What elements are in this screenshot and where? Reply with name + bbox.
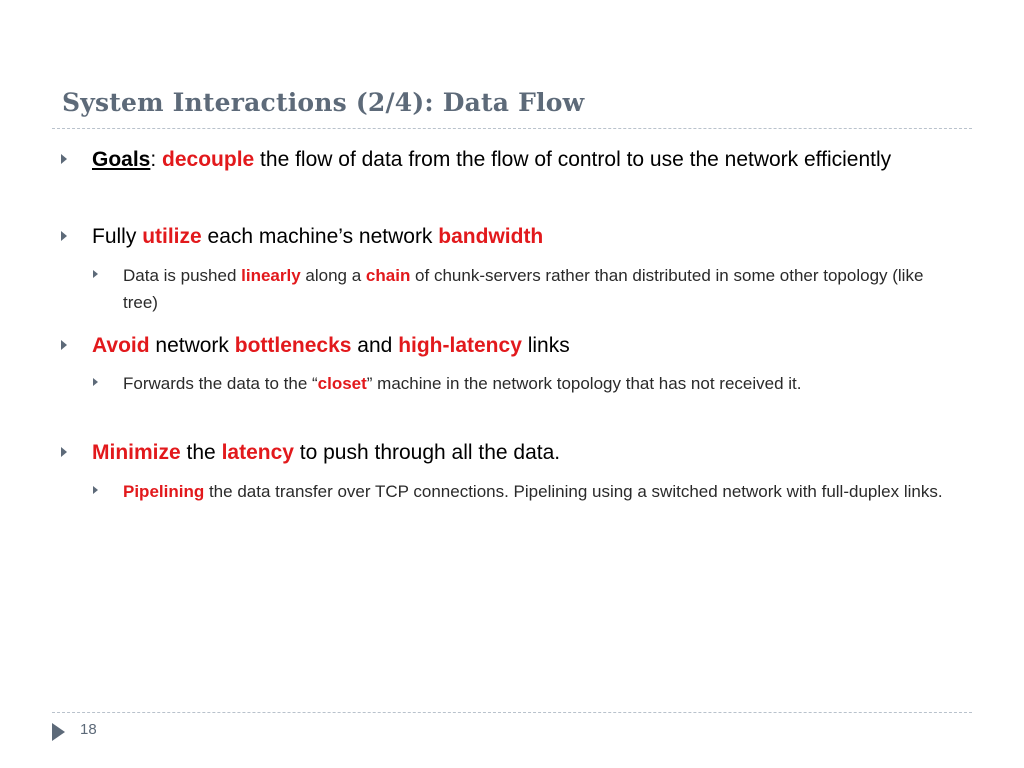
page-number: 18 <box>80 721 97 738</box>
sub-bullet-closet <box>123 370 943 397</box>
pipelining-text: the data transfer over TCP connections. Pipelining using a switched network with full-duplex links. <box>204 482 943 501</box>
triangle-bullet-icon <box>93 270 98 278</box>
minimize-mid: the <box>180 441 222 464</box>
footer-triangle-icon <box>52 723 65 741</box>
avoid-text: links <box>521 334 570 357</box>
linearly-keyword: linearly <box>241 266 301 285</box>
avoid-mid1: network <box>149 334 235 357</box>
bottlenecks-keyword: bottlenecks <box>234 334 352 357</box>
triangle-bullet-icon <box>61 154 67 164</box>
avoid-keyword: Avoid <box>92 334 150 357</box>
latency-keyword: latency <box>221 441 294 464</box>
goals-colon: : <box>150 148 163 171</box>
fully-text: Fully <box>92 225 143 248</box>
closet-pre: Forwards the data to the “ <box>123 374 318 393</box>
closet-keyword: closet <box>317 374 367 393</box>
triangle-bullet-icon <box>93 378 98 386</box>
bullet-minimize <box>92 436 952 469</box>
utilize-keyword: utilize <box>142 225 202 248</box>
triangle-bullet-icon <box>61 340 67 350</box>
sub-bullet-linearly <box>123 262 943 316</box>
footer-divider <box>52 712 972 713</box>
bullet-utilize <box>92 220 952 253</box>
linearly-text: of chunk-servers rather than distributed in some other topology (like tree) <box>123 266 924 312</box>
slide-title: System Interactions (2/4): Data Flow <box>62 88 585 117</box>
linearly-pre: Data is pushed <box>123 266 242 285</box>
triangle-bullet-icon <box>61 231 67 241</box>
bullet-goals <box>92 143 952 176</box>
triangle-bullet-icon <box>93 486 98 494</box>
goals-label: Goals <box>92 148 151 171</box>
avoid-mid2: and <box>351 334 399 357</box>
bandwidth-keyword: bandwidth <box>438 225 544 248</box>
sub-bullet-pipelining <box>123 478 943 505</box>
bullet-avoid <box>92 329 952 362</box>
goals-text: the flow of data from the flow of control to use the network efficiently <box>254 148 892 171</box>
title-divider <box>52 128 972 129</box>
decouple-keyword: decouple <box>162 148 255 171</box>
high-latency-keyword: high-latency <box>398 334 522 357</box>
minimize-text: to push through all the data. <box>293 441 561 464</box>
triangle-bullet-icon <box>61 447 67 457</box>
chain-keyword: chain <box>365 266 411 285</box>
utilize-text: each machine’s network <box>201 225 439 248</box>
linearly-mid: along a <box>300 266 366 285</box>
closet-text: ” machine in the network topology that has not received it. <box>366 374 802 393</box>
pipelining-keyword: Pipelining <box>123 482 205 501</box>
minimize-keyword: Minimize <box>92 441 181 464</box>
